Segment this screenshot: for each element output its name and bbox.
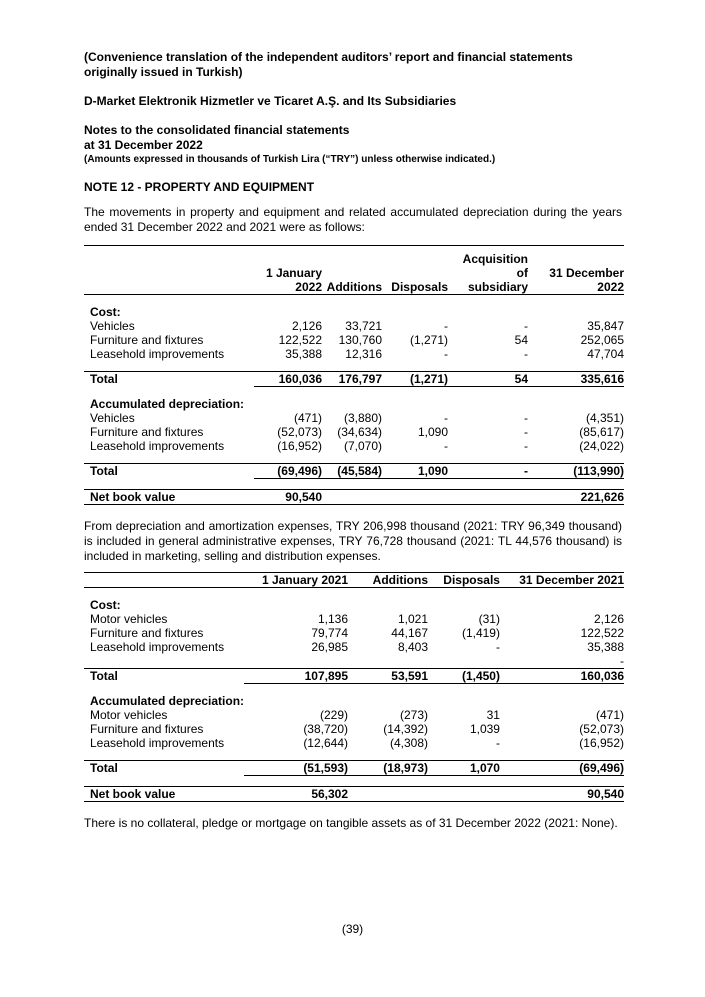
row-label: Furniture and fixtures (90, 425, 204, 439)
row-label: Vehicles (90, 411, 135, 425)
cell: 107,895 (244, 669, 348, 684)
stray-dash: - (620, 654, 624, 668)
cell: (7,070) (343, 439, 382, 453)
table-row (84, 722, 624, 736)
cell: (16,952) (579, 736, 624, 750)
table-header-row (84, 573, 624, 588)
table-row (84, 425, 624, 439)
cell: - (524, 425, 528, 439)
cell: (31) (478, 612, 500, 626)
convenience-note: (Convenience translation of the independent auditors’ report and financial statements originally issued in Turkish) (84, 50, 573, 79)
cell: 335,616 (528, 372, 624, 387)
cell: 47,704 (587, 347, 624, 361)
cell: (52,073) (277, 425, 322, 439)
cell: 44,167 (391, 626, 428, 640)
cell: (12,644) (303, 736, 349, 750)
cell: 221,626 (528, 490, 624, 505)
cell: (24,022) (579, 439, 624, 453)
cell: (4,308) (389, 736, 428, 750)
table-row (84, 612, 624, 626)
note-title: NOTE 12 - PROPERTY AND EQUIPMENT (84, 180, 315, 194)
cell: (229) (320, 708, 349, 722)
cell: 35,388 (285, 347, 322, 361)
cell: (45,584) (322, 464, 382, 479)
cell: 8,403 (397, 640, 428, 654)
cell: 1,021 (397, 612, 428, 626)
cell: (273) (399, 708, 428, 722)
cell: 1,070 (428, 761, 500, 776)
cell: 54 (514, 333, 528, 347)
cell: (14,392) (383, 722, 428, 736)
cell: 90,540 (500, 787, 624, 802)
row-label: Furniture and fixtures (90, 333, 204, 347)
dep-label: Accumulated depreciation: (90, 397, 245, 411)
row-label: Leasehold improvements (90, 736, 225, 750)
cell: - (524, 411, 528, 425)
cell: - (524, 347, 528, 361)
table-row (84, 319, 624, 333)
row-label: Furniture and fixtures (90, 722, 204, 736)
closing-paragraph: There is no collateral, pledge or mortgage on tangible assets as of 31 December 2022 (2021: None). (84, 816, 618, 830)
cell: (16,952) (277, 439, 322, 453)
dep-label: Accumulated depreciation: (90, 694, 245, 708)
col-additions: Additions (348, 573, 428, 588)
cell: 53,591 (348, 669, 428, 684)
cell: - (524, 439, 528, 453)
nbv-label: Net book value (84, 787, 244, 802)
nbv-row (84, 787, 624, 802)
cell: 33,721 (345, 319, 382, 333)
table-row (84, 333, 624, 347)
cell: 160,036 (254, 372, 322, 387)
cell: (1,419) (461, 626, 500, 640)
table-row (84, 411, 624, 425)
cell: 1,090 (382, 464, 448, 479)
row-label: Vehicles (90, 319, 135, 333)
total-label: Total (84, 669, 244, 684)
cell: (1,450) (428, 669, 500, 684)
table-row (84, 640, 624, 654)
cell: (18,973) (348, 761, 428, 776)
cell: - (448, 464, 528, 479)
cell: - (524, 319, 528, 333)
cell: (34,634) (337, 425, 382, 439)
notes-title: Notes to the consolidated financial statements (84, 123, 350, 137)
cell: (3,880) (343, 411, 382, 425)
row-label: Motor vehicles (90, 612, 168, 626)
table-row (84, 626, 624, 640)
report-date: at 31 December 2022 (84, 138, 203, 152)
document-page (84, 50, 622, 831)
cell: - (495, 736, 500, 750)
page-number: (39) (341, 922, 364, 936)
cell: (113,990) (528, 464, 624, 479)
cell: 1,136 (317, 612, 349, 626)
table-row (84, 347, 624, 361)
cell: 35,847 (587, 319, 624, 333)
row-label: Furniture and fixtures (90, 626, 204, 640)
row-label: Leasehold improvements (90, 640, 225, 654)
cell: 90,540 (254, 490, 322, 505)
col-acq-1: Acquisition (462, 252, 528, 266)
cell: - (444, 439, 448, 453)
col-acq-2: of (516, 266, 528, 280)
cell: (52,073) (579, 722, 624, 736)
cell: 56,302 (244, 787, 348, 802)
cell: (471) (293, 411, 322, 425)
cell: 252,065 (580, 333, 624, 347)
col-31dec-label: 31 December (549, 266, 624, 280)
table-2022 (84, 245, 624, 505)
col-disposals: Disposals (391, 280, 448, 294)
cost-label: Cost: (90, 598, 121, 612)
col-1jan-label: 1 January (265, 266, 322, 280)
cell: 1,039 (469, 722, 500, 736)
nbv-row (84, 490, 624, 505)
cell: 79,774 (311, 626, 349, 640)
nbv-label: Net book value (84, 490, 254, 505)
cell: (38,720) (303, 722, 349, 736)
cell: - (444, 319, 448, 333)
col-31dec-2021: 31 December 2021 (500, 573, 624, 588)
cell: (51,593) (244, 761, 348, 776)
cell: 122,522 (580, 626, 624, 640)
table-row (84, 439, 624, 453)
intro-paragraph: The movements in property and equipment and related accumulated depreciation during the years ended 31 December 2022 and 2021 were as follows: (84, 205, 622, 234)
cell: - (444, 347, 448, 361)
total-label: Total (84, 372, 254, 387)
total-label: Total (84, 464, 254, 479)
cell: 54 (448, 372, 528, 387)
cell: 130,760 (338, 333, 382, 347)
cell: 160,036 (500, 669, 624, 684)
cell: 122,522 (278, 333, 322, 347)
row-label: Leasehold improvements (90, 439, 225, 453)
cell: 31 (486, 708, 500, 722)
table-2021 (84, 572, 624, 802)
col-additions: Additions (326, 280, 382, 294)
col-1jan-year: 2022 (295, 280, 322, 294)
cell: - (444, 411, 448, 425)
table-row (84, 708, 624, 722)
cost-total-row (84, 669, 624, 684)
cell: (1,271) (382, 372, 448, 387)
cell: - (495, 640, 500, 654)
cell: 2,126 (593, 612, 624, 626)
cell: (69,496) (254, 464, 322, 479)
depreciation-paragraph: From depreciation and amortization expenses, TRY 206,998 thousand (2021: TRY 96,349 thousand) is included in general administrative expenses, TRY 76,728 thousand (2021: TL 44,576 thousand) is included in marketing, selling and distribution expenses. (84, 519, 622, 563)
amounts-note: (Amounts expressed in thousands of Turkish Lira (“TRY”) unless otherwise indicated.) (84, 154, 496, 165)
cost-total-row (84, 372, 624, 387)
cell: (85,617) (579, 425, 624, 439)
cell: 12,316 (345, 347, 382, 361)
cell: (1,271) (409, 333, 448, 347)
col-acq-3: subsidiary (467, 280, 528, 294)
cell: 35,388 (587, 640, 624, 654)
cell: 2,126 (291, 319, 322, 333)
table-row (84, 736, 624, 750)
cell: 176,797 (322, 372, 382, 387)
cell: (471) (595, 708, 624, 722)
dep-total-row (84, 761, 624, 776)
col-31dec-year: 2022 (597, 280, 624, 294)
row-label: Motor vehicles (90, 708, 168, 722)
cell: 1,090 (417, 425, 448, 439)
cost-label: Cost: (90, 305, 121, 319)
row-label: Leasehold improvements (90, 347, 225, 361)
company-name: D-Market Elektronik Hizmetler ve Ticaret A.Ş. and Its Subsidiaries (84, 94, 457, 108)
cell: 26,985 (311, 640, 349, 654)
dep-total-row (84, 464, 624, 479)
table-header-row (84, 252, 624, 295)
col-disposals: Disposals (428, 573, 500, 588)
cell: (4,351) (585, 411, 624, 425)
total-label: Total (84, 761, 244, 776)
cell: (69,496) (500, 761, 624, 776)
col-1jan-2021: 1 January 2021 (244, 573, 348, 588)
